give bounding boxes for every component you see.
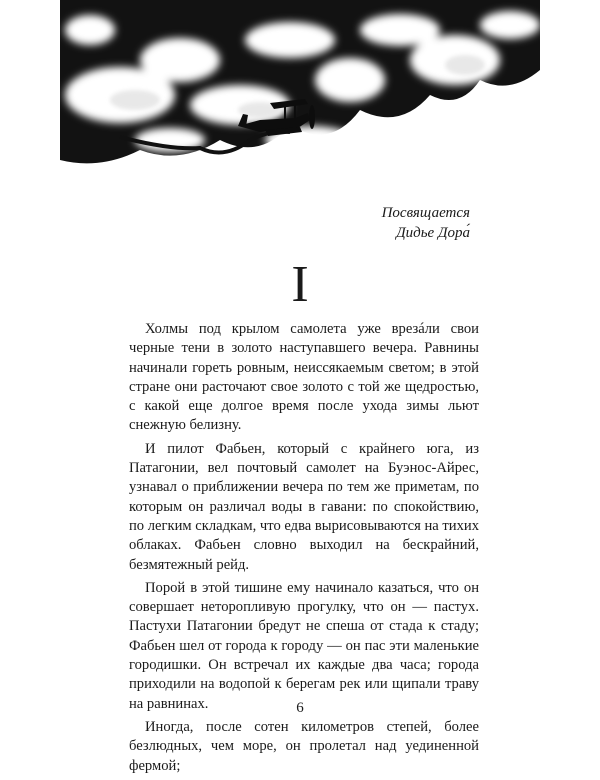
paragraph: Порой в этой тишине ему начинало казаться, что он совершает неторопливую прогулку, что он — пастух. Пастухи Патагонии бредут не спеша от стада к стаду; Фабьен шел от города к городу — он пас эти маленькие городишки. Он встречал их каждые два часа; города приходили на водопой к берегам рек или щипали траву на равнинах. xyxy=(129,579,479,712)
paragraph: Иногда, после сотен километров степей, более безлюдных, чем море, он пролетал над уединенной фермой; xyxy=(129,718,479,774)
dedication-line-2: Дидье Дора́ xyxy=(396,225,470,241)
chapter-number: I xyxy=(291,256,309,313)
paragraph: И пилот Фабьен, который с крайнего юга, из Патагонии, вел почтовый самолет на Буэнос-Айрес, узнавал о приближении вечера по тем же приметам, по которым он различал воды в гавани: по спокойствию, по легким складкам, что едва вырисовываются на тихих облаках. Фабьен словно выходил на бескрайний, безмятежный рейд. xyxy=(129,440,480,573)
sky-drawing xyxy=(60,0,540,175)
dedication-line-1: Посвящается xyxy=(381,205,470,221)
dedication xyxy=(220,203,470,243)
paragraph: Холмы под крылом самолета уже врезáли свои черные тени в золото наступавшего вечера. Равнины начинали гореть ровным, неиссякаемым светом; в этой стране они расточают свое золото с той же щедростью, с какой еще долгое время после ухода зимы льют снежную белизну. xyxy=(129,321,479,434)
page-number: 6 xyxy=(296,700,304,716)
airplane-clouds-illustration xyxy=(60,0,540,175)
